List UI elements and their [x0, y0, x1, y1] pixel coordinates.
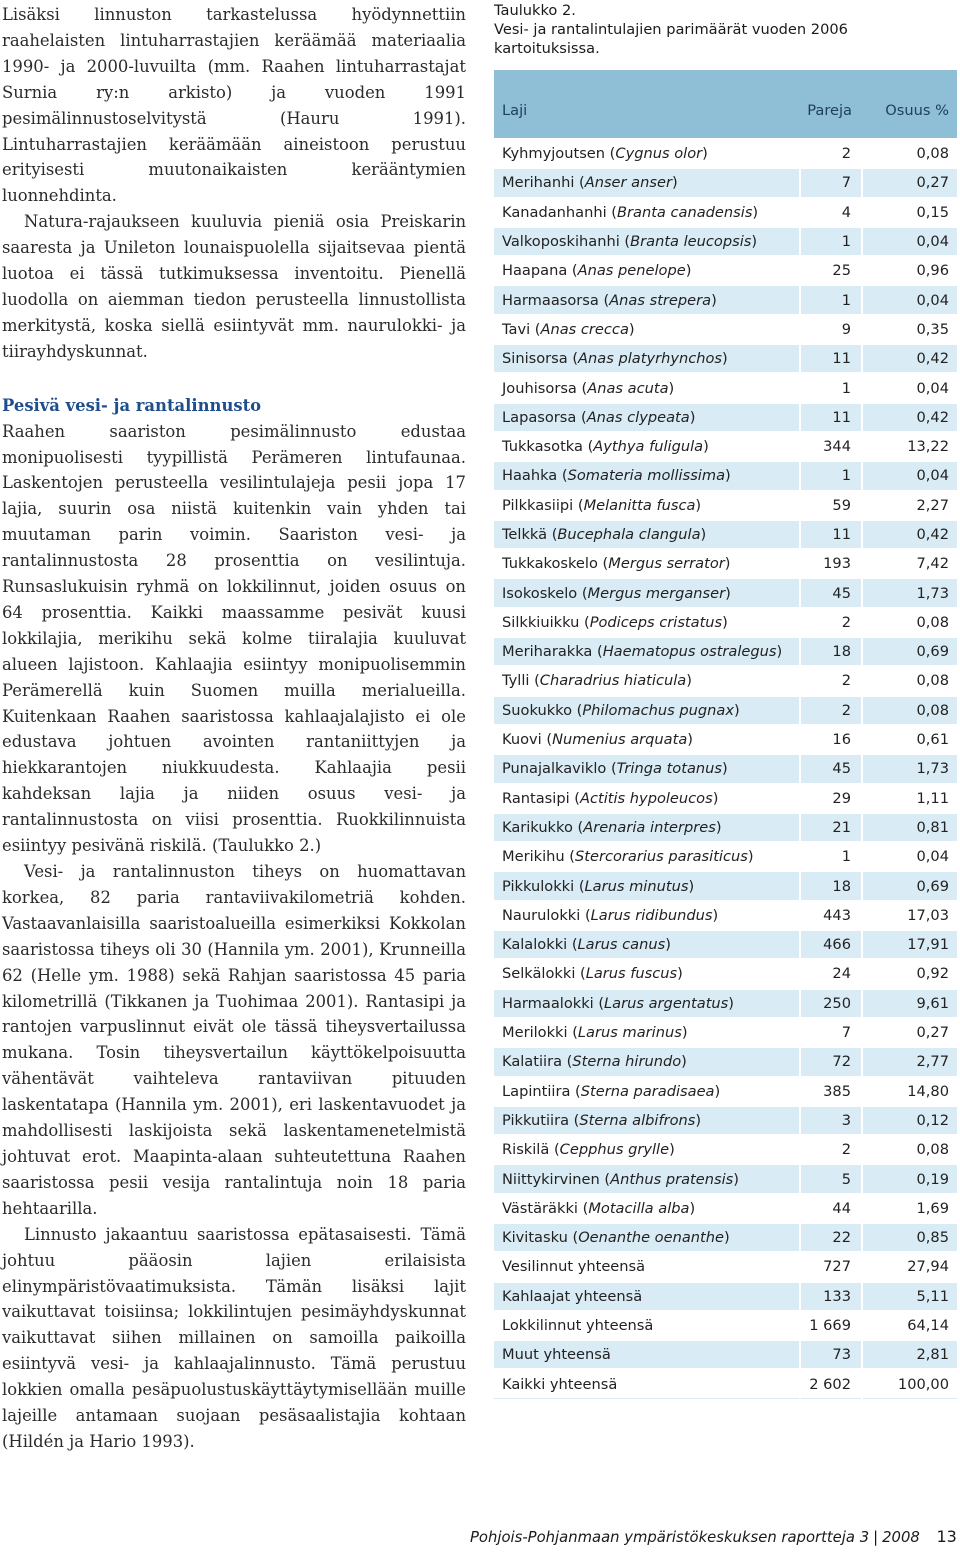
species-cell: Meriharakka (Haematopus ostralegus) [494, 637, 800, 666]
species-latin-name: Larus fuscus [585, 965, 678, 983]
footer-issue: 3 [859, 1529, 870, 1546]
table-row [494, 285, 957, 314]
species-cell: Haapana (Anas penelope) [494, 256, 800, 285]
species-latin-name: Larus minutus [584, 877, 689, 895]
page-footer [470, 1527, 957, 1546]
table-row [494, 1223, 957, 1252]
species-name: Tylli [502, 672, 530, 690]
species-latin-name: Cepphus grylle [559, 1141, 670, 1159]
species-name: Punajalkaviklo [502, 760, 607, 778]
species-name: Sinisorsa [502, 350, 568, 368]
species-latin-name: Tringa totanus [616, 760, 723, 778]
pairs-cell: 2 602 [800, 1369, 862, 1398]
species-latin-name: Bucephala clangula [557, 526, 701, 543]
column-header-pairs: Pareja [800, 70, 862, 139]
species-cell [494, 1282, 800, 1311]
species-cell: Kalatiira (Sterna hirundo) [494, 1047, 800, 1076]
pairs-cell: 18 [800, 637, 862, 666]
species-latin-name: Branta leucopsis [630, 233, 752, 251]
species-cell: Haahka (Somateria mollissima) [494, 461, 800, 490]
species-cell: Västäräkki (Motacilla alba) [494, 1194, 800, 1223]
species-latin-name: Haematopus ostralegus [602, 643, 777, 661]
table-row [494, 1369, 957, 1398]
species-cell [494, 1252, 800, 1281]
species-cell: Valkoposkihanhi (Branta leucopsis) [494, 227, 800, 256]
species-cell: Merihanhi (Anser anser) [494, 168, 800, 197]
pairs-cell: 7 [800, 168, 862, 197]
share-cell: 0,92 [862, 959, 957, 988]
species-name: Rantasipi [502, 789, 570, 807]
share-cell: 0,04 [862, 285, 957, 314]
pairs-cell: 3 [800, 1106, 862, 1135]
species-latin-name: Anthus pratensis [610, 1170, 734, 1188]
table-body [494, 139, 957, 1398]
species-latin-name: Cygnus olor [615, 145, 703, 163]
share-cell: 0,08 [862, 139, 957, 168]
species-latin-name: Aythya fuligula [593, 438, 704, 456]
species-latin-name: Sterna albifrons [579, 1111, 696, 1129]
species-cell: Merilokki (Larus marinus) [494, 1018, 800, 1047]
pairs-cell: 193 [800, 549, 862, 578]
species-latin-name: Anas strepera [609, 291, 712, 309]
pairs-cell: 2 [800, 139, 862, 168]
share-cell: 0,12 [862, 1106, 957, 1135]
species-latin-name: Oenanthe oenanthe [578, 1229, 724, 1247]
species-cell: Silkkiuikku (Podiceps cristatus) [494, 608, 800, 637]
left-text-column [2, 2, 466, 1455]
table-row [494, 1194, 957, 1223]
pairs-cell: 44 [800, 1194, 862, 1223]
table-row [494, 842, 957, 871]
pairs-cell: 24 [800, 959, 862, 988]
share-cell: 0,61 [862, 725, 957, 754]
table-row [494, 637, 957, 666]
share-cell: 7,42 [862, 549, 957, 578]
share-cell: 0,35 [862, 315, 957, 344]
pairs-cell: 21 [800, 813, 862, 842]
pairs-cell: 59 [800, 491, 862, 520]
pairs-cell: 29 [800, 784, 862, 813]
species-name: Tukkakoskelo [502, 555, 598, 573]
pairs-cell: 133 [800, 1282, 862, 1311]
share-cell: 5,11 [862, 1282, 957, 1311]
table-row [494, 491, 957, 520]
paragraph-intro: Lisäksi linnuston tarkastelussa hyödynnettiin raahelaisten lintuharrastajien keräämää materiaalia 1990- ja 2000-luvuilta (mm. Raahen lintuharrastajat Surnia ry:n arkisto) ja vuoden 1991 pesimälinnustoselvitystä (Hauru 1991). Lintuharrastajien keräämään aineistoon perustuu erityisesti muutonaikaisten kerääntymien luonnehdinta. [2, 5, 466, 206]
column-header-species: Laji [494, 70, 800, 139]
species-name: Kaikki yhteensä [502, 1375, 618, 1393]
pairs-cell: 4 [800, 198, 862, 227]
species-name: Karikukko [502, 818, 573, 836]
share-cell: 0,08 [862, 696, 957, 725]
share-cell: 100,00 [862, 1369, 957, 1398]
pairs-cell: 250 [800, 989, 862, 1018]
species-name: Telkkä [502, 526, 548, 543]
species-name: Kyhmyjoutsen [502, 145, 606, 163]
share-cell: 0,08 [862, 1135, 957, 1164]
table-row [494, 1164, 957, 1193]
pairs-cell: 2 [800, 1135, 862, 1164]
species-latin-name: Anas crecca [540, 320, 629, 338]
share-cell: 0,27 [862, 1018, 957, 1047]
species-latin-name: Melanitta fusca [583, 496, 696, 514]
share-cell: 1,69 [862, 1194, 957, 1223]
paragraph-breeding: Raahen saariston pesimälinnusto edustaa monipuolisesti tyypillistä Perämeren lintufaunaa. Laskentojen perusteella vesilintulajeja pesii jopa 17 lajia, suurin osa niistä kuitenkin vain yhden tai muutaman parin voimin. Saariston vesi- ja rantalinnustosta 28 prosenttia on vesilintuja. Runsaslukuisin ryhmä on lokkilinnut, joiden osuus on 64 prosenttia. Kaikki maassamme pesivät kuusi lokkilajia, merikihu sekä kolme tiiralajia kuuluvat alueen lajistoon. Kahlaajia esiintyy monipuolisemmin Perämerellä kuin Suomen muilla merialueilla. Kuitenkaan Raahen saaristossa kahlaajalajisto ei ole edustava johtuen avointen rantaniittyjen ja hiekkarantojen niukkuudesta. Kahlaajia pesii kahdeksan lajia ja niiden osuus vesi- ja rantalinnustosta on viisi prosenttia. Ruokkilinnuista esiintyy pesivänä riskilä. (Taulukko 2.) [2, 421, 466, 856]
species-latin-name: Anas penelope [577, 262, 686, 280]
species-cell: Punajalkaviklo (Tringa totanus) [494, 754, 800, 783]
table-caption [494, 1, 934, 59]
species-cell: Pikkutiira (Sterna albifrons) [494, 1106, 800, 1135]
species-name: Valkoposkihanhi [502, 233, 620, 251]
pairs-cell: 2 [800, 608, 862, 637]
pairs-cell: 45 [800, 754, 862, 783]
species-name: Vesilinnut yhteensä [502, 1258, 646, 1276]
table-row [494, 461, 957, 490]
table-row [494, 578, 957, 607]
species-cell: Lapasorsa (Anas clypeata) [494, 403, 800, 432]
species-name: Naurulokki [502, 906, 581, 924]
species-name: Västäräkki [502, 1199, 578, 1217]
pairs-cell: 22 [800, 1223, 862, 1252]
species-cell: Niittykirvinen (Anthus pratensis) [494, 1164, 800, 1193]
species-latin-name: Arenaria interpres [583, 818, 716, 836]
page-number: 13 [936, 1527, 957, 1546]
species-name: Selkälokki [502, 965, 576, 983]
species-name: Haapana [502, 262, 568, 280]
species-cell [494, 1340, 800, 1369]
species-latin-name: Philomachus pugnax [582, 701, 734, 719]
footer-year: 2008 [882, 1529, 920, 1546]
species-latin-name: Larus ridibundus [590, 906, 713, 924]
species-cell: Kyhmyjoutsen (Cygnus olor) [494, 139, 800, 168]
table-row [494, 1252, 957, 1281]
pairs-cell: 11 [800, 520, 862, 549]
table-row [494, 1077, 957, 1106]
table-row [494, 227, 957, 256]
section-heading: Pesivä vesi- ja rantalinnusto [2, 395, 262, 415]
species-cell: Pilkkasiipi (Melanitta fusca) [494, 491, 800, 520]
table-row [494, 1106, 957, 1135]
share-cell: 1,73 [862, 578, 957, 607]
species-latin-name: Motacilla alba [588, 1199, 690, 1217]
share-cell: 1,11 [862, 784, 957, 813]
species-name: Pilkkasiipi [502, 496, 574, 514]
table-row [494, 432, 957, 461]
share-cell: 0,08 [862, 608, 957, 637]
table-row [494, 901, 957, 930]
species-latin-name: Numenius arquata [552, 731, 688, 749]
species-name: Harmaasorsa [502, 291, 599, 309]
pairs-cell: 1 [800, 461, 862, 490]
species-latin-name: Sterna paradisaea [580, 1082, 715, 1100]
table-row [494, 403, 957, 432]
share-cell: 0,15 [862, 198, 957, 227]
table-row [494, 608, 957, 637]
species-latin-name: Podiceps cristatus [589, 613, 723, 631]
share-cell: 0,04 [862, 373, 957, 402]
share-cell: 2,81 [862, 1340, 957, 1369]
pairs-cell: 1 [800, 285, 862, 314]
table-header-row [494, 70, 957, 139]
pairs-cell: 9 [800, 315, 862, 344]
species-cell: Isokoskelo (Mergus merganser) [494, 578, 800, 607]
table-row [494, 168, 957, 197]
pairs-cell: 2 [800, 696, 862, 725]
pairs-cell: 18 [800, 871, 862, 900]
species-latin-name: Branta canadensis [617, 203, 753, 221]
species-name: Harmaalokki [502, 994, 594, 1012]
species-cell: Kanadanhanhi (Branta canadensis) [494, 198, 800, 227]
pairs-cell: 25 [800, 256, 862, 285]
pairs-cell: 5 [800, 1164, 862, 1193]
species-latin-name: Anser anser [584, 174, 672, 192]
share-cell: 27,94 [862, 1252, 957, 1281]
table-row [494, 139, 957, 168]
share-cell: 0,04 [862, 842, 957, 871]
species-cell: Karikukko (Arenaria interpres) [494, 813, 800, 842]
species-name: Lapasorsa [502, 408, 577, 426]
table-row [494, 754, 957, 783]
table-row [494, 989, 957, 1018]
share-cell: 0,08 [862, 666, 957, 695]
species-latin-name: Larus argentatus [604, 994, 729, 1012]
share-cell: 0,04 [862, 461, 957, 490]
table-row [494, 784, 957, 813]
table-row [494, 1340, 957, 1369]
species-cell: Riskilä (Cepphus grylle) [494, 1135, 800, 1164]
share-cell: 1,73 [862, 754, 957, 783]
share-cell: 0,42 [862, 520, 957, 549]
species-name: Suokukko [502, 701, 573, 719]
species-name: Lokkilinnut yhteensä [502, 1317, 654, 1335]
species-cell: Jouhisorsa (Anas acuta) [494, 373, 800, 402]
pairs-cell: 1 [800, 842, 862, 871]
pairs-cell: 72 [800, 1047, 862, 1076]
species-latin-name: Mergus serrator [608, 555, 725, 573]
table-row [494, 373, 957, 402]
species-latin-name: Sterna hirundo [572, 1053, 682, 1071]
footer-publication: Pohjois-Pohjanmaan ympäristökeskuksen raportteja [470, 1529, 855, 1546]
species-cell: Kalalokki (Larus canus) [494, 930, 800, 959]
share-cell: 0,81 [862, 813, 957, 842]
table-row [494, 725, 957, 754]
species-latin-name: Larus marinus [577, 1024, 682, 1042]
species-cell: Harmaasorsa (Anas strepera) [494, 285, 800, 314]
share-cell: 2,27 [862, 491, 957, 520]
species-latin-name: Actitis hypoleucos [580, 789, 713, 807]
species-cell: Tylli (Charadrius hiaticula) [494, 666, 800, 695]
table-row [494, 959, 957, 988]
species-name: Kanadanhanhi [502, 203, 607, 221]
table-row [494, 930, 957, 959]
table-row [494, 256, 957, 285]
species-name: Niittykirvinen [502, 1170, 600, 1188]
species-cell: Harmaalokki (Larus argentatus) [494, 989, 800, 1018]
pairs-cell: 443 [800, 901, 862, 930]
species-name: Kivitasku [502, 1229, 568, 1247]
table-row [494, 344, 957, 373]
species-table [494, 70, 957, 1399]
pairs-cell: 344 [800, 432, 862, 461]
species-cell: Kuovi (Numenius arquata) [494, 725, 800, 754]
paragraph-distribution: Linnusto jakaantuu saaristossa epätasaisesti. Tämä johtuu pääosin lajien erilaisista elinympäristövaatimuksista. Tämän lisäksi lajit vaikuttavat toisiinsa; lokkilintujen pesimäyhdyskunnat vaikuttavat siihen millainen on samoilla paikoilla esiintyvä vesi- ja kahlaajalinnusto. Tämä perustuu lokkien omalla pesäpuolustuskäyttäytymisellään muille lajeille antamaan suojaan pesäsaalistajia kohtaan (Hildén ja Hario 1993). [2, 1224, 466, 1451]
table-row [494, 1282, 957, 1311]
species-name: Kalatiira [502, 1053, 563, 1071]
paragraph-density: Vesi- ja rantalinnuston tiheys on huomattavan korkea, 82 paria rantaviivakilometriä kohden. Vastaavanlaisilla saaristoalueilla esimerkiksi Kokkolan saaristossa tiheys oli 30 (Hannila ym. 2001), Krunneilla 62 (Helle ym. 1988) sekä Rahjan saaristossa 45 paria kilometrillä (Tikkanen ja Tuohimaa 2001). Rantasipi ja rantojen varpuslinnut eivät ole tässä tiheysvertailussa mukana. Tosin tiheysvertailun käyttökelpoisuutta vähentävät vaihteleva rantaviivan pituuden laskentatapa (Hannila ym. 2001), eri laskentavuodet ja mahdollisesti laskijoista sekä laskentamenetelmistä johtuvat erot. Maapinta-alaan suhteutettuna Raahen saaristossa pesii vesija rantalintuja noin 18 paria hehtaarilla. [2, 862, 466, 1218]
species-cell: Tukkakoskelo (Mergus serrator) [494, 549, 800, 578]
species-name: Muut yhteensä [502, 1346, 611, 1364]
species-name: Merikihu [502, 848, 565, 866]
share-cell: 0,96 [862, 256, 957, 285]
species-name: Lapintiira [502, 1082, 571, 1100]
share-cell: 0,42 [862, 403, 957, 432]
share-cell: 0,19 [862, 1164, 957, 1193]
table-row [494, 1018, 957, 1047]
footer-separator: | [873, 1529, 879, 1546]
species-name: Haahka [502, 467, 558, 485]
species-cell: Tavi (Anas crecca) [494, 315, 800, 344]
species-cell: Sinisorsa (Anas platyrhynchos) [494, 344, 800, 373]
species-cell: Selkälokki (Larus fuscus) [494, 959, 800, 988]
species-name: Meriharakka [502, 643, 593, 661]
species-cell [494, 1369, 800, 1398]
share-cell: 0,85 [862, 1223, 957, 1252]
table-row [494, 1311, 957, 1340]
species-table-wrapper [494, 70, 957, 1399]
species-latin-name: Larus canus [577, 936, 666, 954]
share-cell: 0,04 [862, 227, 957, 256]
pairs-cell: 466 [800, 930, 862, 959]
species-name: Riskilä [502, 1141, 550, 1159]
table-caption-text: Vesi- ja rantalintulajien parimäärät vuoden 2006 kartoituksissa. [494, 21, 848, 58]
species-latin-name: Somateria mollissima [567, 467, 726, 485]
species-cell: Merikihu (Stercorarius parasiticus) [494, 842, 800, 871]
pairs-cell: 727 [800, 1252, 862, 1281]
pairs-cell: 45 [800, 578, 862, 607]
table-row [494, 315, 957, 344]
pairs-cell: 1 [800, 227, 862, 256]
pairs-cell: 1 669 [800, 1311, 862, 1340]
share-cell: 2,77 [862, 1047, 957, 1076]
column-header-share: Osuus % [862, 70, 957, 139]
table-row [494, 813, 957, 842]
share-cell: 17,91 [862, 930, 957, 959]
pairs-cell: 11 [800, 403, 862, 432]
species-name: Merilokki [502, 1024, 568, 1042]
species-name: Kahlaajat yhteensä [502, 1287, 643, 1305]
share-cell: 17,03 [862, 901, 957, 930]
table-row [494, 1135, 957, 1164]
share-cell: 0,42 [862, 344, 957, 373]
species-latin-name: Anas acuta [587, 379, 669, 397]
table-row [494, 198, 957, 227]
share-cell: 0,69 [862, 637, 957, 666]
species-name: Tukkasotka [502, 438, 583, 456]
species-latin-name: Stercorarius parasiticus [574, 848, 748, 866]
pairs-cell: 7 [800, 1018, 862, 1047]
species-cell: Telkkä (Bucephala clangula) [494, 520, 800, 549]
species-cell [494, 1311, 800, 1340]
species-cell: Naurulokki (Larus ridibundus) [494, 901, 800, 930]
pairs-cell: 385 [800, 1077, 862, 1106]
share-cell: 14,80 [862, 1077, 957, 1106]
pairs-cell: 11 [800, 344, 862, 373]
species-name: Kuovi [502, 731, 542, 749]
species-name: Silkkiuikku [502, 613, 580, 631]
pairs-cell: 16 [800, 725, 862, 754]
species-latin-name: Anas platyrhynchos [578, 350, 723, 368]
table-row [494, 520, 957, 549]
species-cell: Lapintiira (Sterna paradisaea) [494, 1077, 800, 1106]
share-cell: 64,14 [862, 1311, 957, 1340]
share-cell: 13,22 [862, 432, 957, 461]
species-name: Jouhisorsa [502, 379, 577, 397]
species-cell: Tukkasotka (Aythya fuligula) [494, 432, 800, 461]
pairs-cell: 73 [800, 1340, 862, 1369]
species-name: Isokoskelo [502, 584, 578, 602]
species-cell: Suokukko (Philomachus pugnax) [494, 696, 800, 725]
species-latin-name: Charadrius hiaticula [539, 672, 687, 690]
species-cell: Rantasipi (Actitis hypoleucos) [494, 784, 800, 813]
table-row [494, 1047, 957, 1076]
paragraph-natura: Natura-rajaukseen kuuluvia pieniä osia Preiskarin saaresta ja Unileton lounaispuolella sijaitsevaa pientä luotoa ei tässä tutkimuksessa inventoitu. Pienellä luodolla on aiemman tiedon perusteella linnustollista merkitystä, koska siellä esiintyvät mm. naurulokki- ja tiirayhdyskunnat. [2, 212, 466, 361]
species-name: Merihanhi [502, 174, 575, 192]
table-row [494, 871, 957, 900]
species-name: Pikkulokki [502, 877, 575, 895]
pairs-cell: 1 [800, 373, 862, 402]
share-cell: 9,61 [862, 989, 957, 1018]
table-row [494, 696, 957, 725]
species-name: Pikkutiira [502, 1111, 570, 1129]
species-latin-name: Anas clypeata [586, 408, 690, 426]
species-cell: Pikkulokki (Larus minutus) [494, 871, 800, 900]
species-cell: Kivitasku (Oenanthe oenanthe) [494, 1223, 800, 1252]
share-cell: 0,27 [862, 168, 957, 197]
table-row [494, 666, 957, 695]
table-row [494, 549, 957, 578]
species-name: Tavi [502, 320, 531, 338]
share-cell: 0,69 [862, 871, 957, 900]
species-latin-name: Mergus merganser [587, 584, 726, 602]
pairs-cell: 2 [800, 666, 862, 695]
species-name: Kalalokki [502, 936, 568, 954]
table-caption-title: Taulukko 2. [494, 2, 576, 19]
